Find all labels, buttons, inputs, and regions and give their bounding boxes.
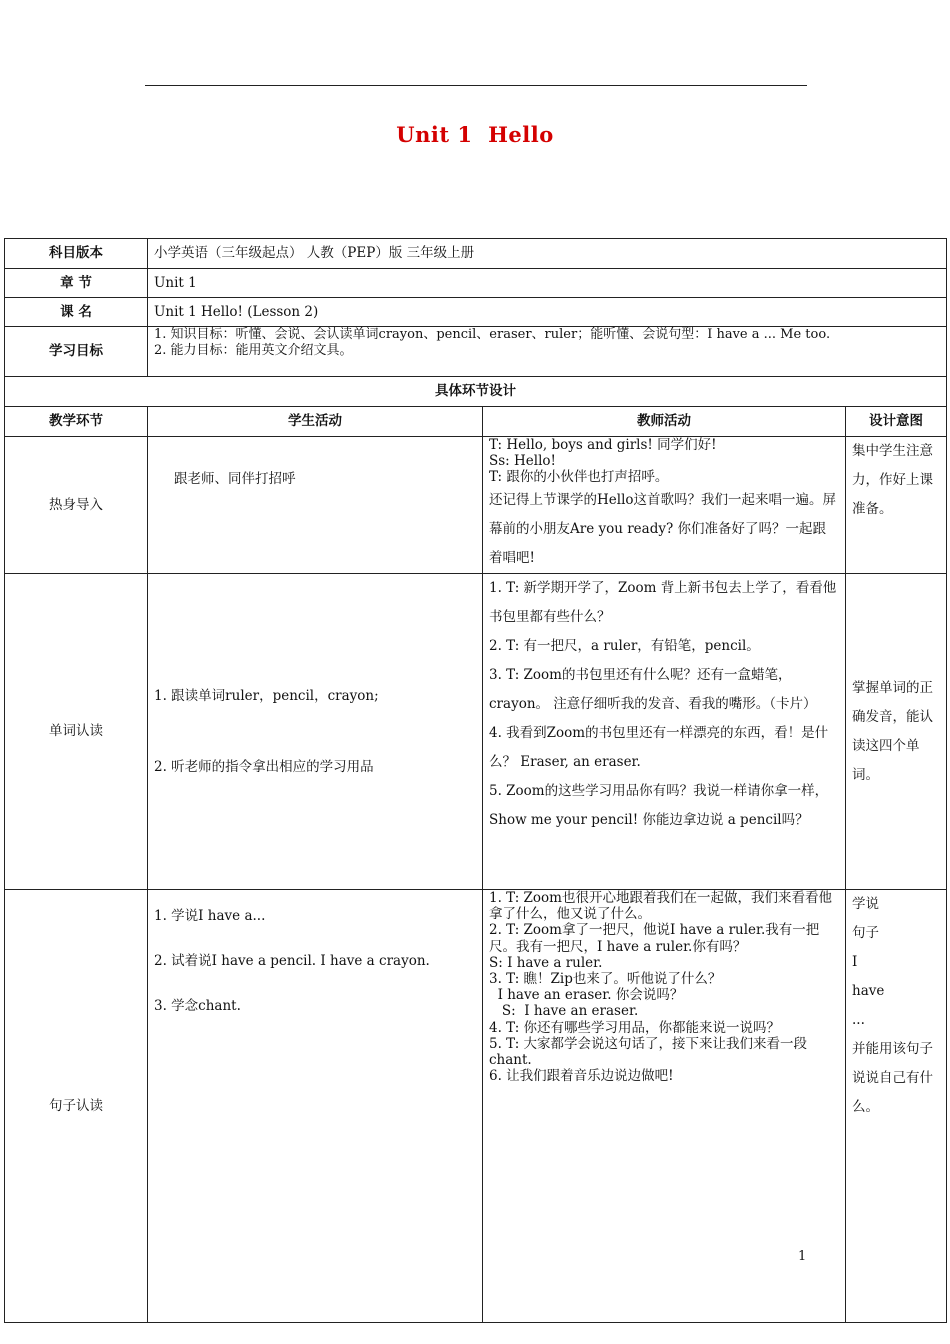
subject-value: 小学英语（三年级起点） 人教（PEP）版 三年级上册: [148, 239, 947, 269]
teacher-activity-line: 2. T: 有一把尺，a ruler，有铅笔，pencil。: [489, 638, 760, 654]
student-activity-item: 跟老师、同伴打招呼: [174, 471, 296, 487]
goals-value: [148, 327, 947, 377]
teacher-activity: [483, 890, 846, 1323]
teacher-activity-line: 1. T: 新学期开学了，Zoom 背上新书包去上学了，看看他书包里都有些什么？: [489, 580, 837, 625]
teacher-activity: [483, 437, 846, 574]
stage-name: 句子认读: [5, 890, 148, 1323]
design-intent-text: 掌握单词的正确发音，能认读这四个单词。: [852, 679, 933, 783]
teacher-activity: [483, 574, 846, 890]
teacher-activity-line: 3. T: 瞧！Zip也来了。听他说了什么？: [489, 970, 722, 987]
teacher-activity-line: 2. T: Zoom拿了一把尺，他说I have a ruler.我有一把尺。我有一把尺，I have a ruler.你有吗？: [489, 922, 820, 955]
stage-warmup-row: [5, 437, 947, 574]
design-intent-text: 学说: [852, 896, 879, 912]
student-activity-item: 2. 听老师的指令拿出相应的学习用品: [154, 758, 374, 775]
design-intent-text: I: [852, 954, 858, 970]
teacher-activity-line: 1. T: Zoom也很开心地跟着我们在一起做，我们来看看他拿了什么，他又说了什么。: [489, 890, 832, 923]
student-activity-item: 1. 学说I have a...: [154, 908, 266, 924]
student-activity: [148, 437, 483, 574]
chapter-value: Unit 1: [148, 269, 947, 298]
design-intent: [846, 574, 947, 890]
teacher-activity-line: 6. 让我们跟着音乐边说边做吧!: [489, 1068, 674, 1085]
chapter-label: 章 节: [5, 269, 148, 298]
page-number: 1: [798, 1249, 807, 1264]
teacher-activity-line: S: I have a ruler.: [489, 954, 603, 971]
stage-name: 热身导入: [5, 437, 148, 574]
design-header-row: [5, 407, 947, 437]
design-intent-text: ...: [852, 1012, 865, 1028]
chapter-row: [5, 269, 947, 298]
design-intent: [846, 890, 947, 1323]
subject-row: [5, 239, 947, 269]
student-activity: [148, 574, 483, 890]
lesson-value: Unit 1 Hello! (Lesson 2): [148, 298, 947, 327]
teacher-activity-line: Ss: Hello!: [489, 453, 556, 470]
design-section-title: 具体环节设计: [5, 377, 947, 407]
header-stage: 教学环节: [5, 407, 148, 437]
teacher-activity-line: T: 跟你的小伙伴也打声招呼。: [489, 469, 669, 486]
subject-label: 科目版本: [5, 239, 148, 269]
student-activity-item: 2. 试着说I have a pencil. I have a crayon.: [154, 953, 430, 969]
teacher-activity-line: 5. Zoom的这些学习用品你有吗？我说一样请你拿一样，Show me your pencil! 你能边拿边说 a pencil吗？: [489, 783, 829, 828]
teacher-activity-line: 5. T: 大家都学会说这句话了，接下来让我们来看一段chant.: [489, 1035, 808, 1068]
stage-name: 单词认读: [5, 574, 148, 890]
teacher-activity-line: I have an eraser. 你会说吗？: [489, 987, 684, 1004]
lesson-label: 课 名: [5, 298, 148, 327]
student-activity-item: 1. 跟读单词ruler，pencil，crayon;: [154, 687, 379, 704]
header-teacher: 教师活动: [483, 407, 846, 437]
teacher-activity-line: 4. 我看到Zoom的书包里还有一样漂亮的东西，看！是什么？ Eraser, an eraser.: [489, 725, 829, 770]
design-intent-text: have: [852, 983, 885, 999]
teacher-activity-line: 4. T: 你还有哪些学习用品，你都能来说一说吗？: [489, 1019, 781, 1036]
header-rule: [145, 85, 807, 86]
goal-ability: 2. 能力目标：能用英文介绍文具。: [154, 342, 353, 358]
design-section-row: [5, 377, 947, 407]
student-activity-item: 3. 学念chant.: [154, 998, 241, 1014]
teacher-activity-line: 3. T: Zoom的书包里还有什么呢？还有一盒蜡笔，crayon。 注意仔细听我的发音、看我的嘴形。（卡片）: [489, 667, 817, 712]
lesson-row: [5, 298, 947, 327]
design-intent-text: 集中学生注意力，作好上课准备。: [852, 443, 933, 517]
student-activity: [148, 890, 483, 1323]
document-title: Unit 1 Hello: [396, 122, 554, 147]
design-intent: [846, 437, 947, 574]
goals-row: [5, 327, 947, 377]
header-intent: 设计意图: [846, 407, 947, 437]
teacher-activity-line: T: Hello, boys and girls! 同学们好!: [489, 437, 717, 453]
teacher-activity-line: S: I have an eraser.: [489, 1003, 639, 1020]
goal-knowledge: 1. 知识目标：听懂、会说、会认读单词crayon、pencil、eraser、ruler；能听懂、会说句型：I have a ... Me too.: [154, 327, 831, 342]
design-intent-text: 并能用该句子说说自己有什么。: [852, 1041, 933, 1115]
stage-vocabulary-row: [5, 574, 947, 890]
goals-label: 学习目标: [5, 327, 148, 377]
header-student: 学生活动: [148, 407, 483, 437]
lesson-plan-table: [4, 238, 947, 1323]
teacher-activity-line: 还记得上节课学的Hello这首歌吗？我们一起来唱一遍。屏幕前的小朋友Are you ready? 你们准备好了吗？一起跟着唱吧!: [489, 491, 837, 566]
design-intent-text: 句子: [852, 925, 879, 941]
